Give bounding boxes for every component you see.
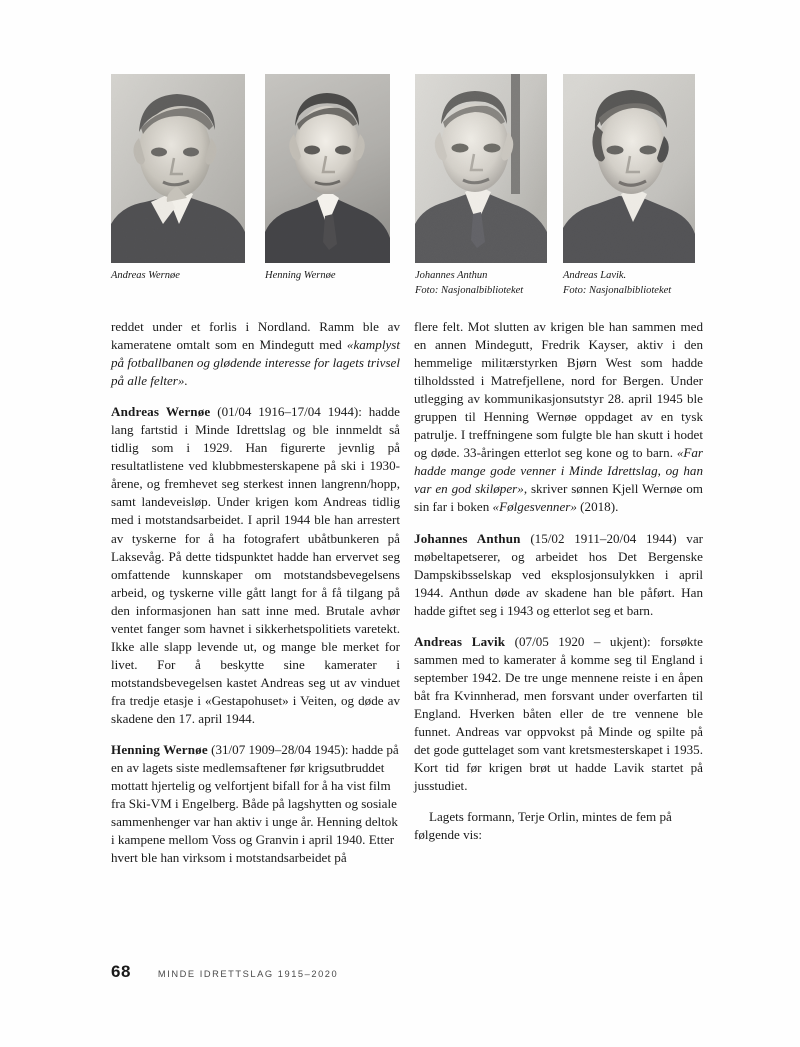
caption-credit: Foto: Nasjonalbiblioteket bbox=[415, 284, 524, 296]
page-number: 68 bbox=[111, 962, 131, 981]
caption-name: Johannes Anthun bbox=[415, 270, 488, 281]
paragraph-continuation bbox=[111, 318, 400, 390]
photo-caption-johannes-anthun bbox=[415, 269, 523, 298]
body-text: flere felt. Mot slutten av krigen ble han sammen med en annen Mindegutt, Fredrik Kayser, aktiv i den hemmelige militærstyrken Bjørn West som hadde tilholdssted i Matrefjellene, nord for Bergen. Under utlegging av kommunikasjonsutstyr 28. april 1945 ble gruppen til Henning Wernøe oppdaget av en tysk patrulje. I treffningene som fulgte ble han skutt i hodet og døde. 33-åringen etterlot seg kone og to barn. bbox=[414, 319, 703, 461]
quoted-text: «Far hadde mange gode venner i Minde Idrettslag, og han var en god skiløper» bbox=[414, 445, 703, 497]
photo-andreas-wernoe bbox=[111, 74, 245, 263]
body-column-left bbox=[111, 318, 400, 867]
photo-henning-wernoe bbox=[265, 74, 390, 263]
photo-caption-henning-wernoe bbox=[265, 269, 335, 284]
caption-name: Henning Wernøe bbox=[265, 270, 336, 281]
body-text: Lagets formann, Terje Orlin, mintes de fem på følgende vis: bbox=[414, 809, 672, 843]
paragraph-entry bbox=[414, 530, 703, 620]
body-text: (15/02 1911–20/04 1944) var møbeltapetserer, og arbeidet hos Det Bergenske Dampskibsselskap ved eksplosjonsulykken i april 1944. Anthun døde av skadene han ble påført. Han hadde giftet seg i 1943 og etterlot seg et barn. bbox=[414, 530, 704, 618]
photo-johannes-anthun bbox=[415, 74, 547, 263]
photo-caption-andreas-wernoe bbox=[111, 269, 180, 284]
body-text: (07/05 1920 – ukjent): forsøkte sammen med to kamerater å komme seg til England i september 1942. De tre unge mennene reiste i en åpen båt fra Kvinnherad, men forsvant under overfarten til England. Hverken båten eller de tre vennene ble funnet. Andreas var oppvokst på Minde og spilte på det gode guttelaget som vant kretsmesterskapet i 1935. Kort tid før krigen brøt ut hadde Lavik startet på jusstudiet. bbox=[414, 633, 703, 794]
running-head: MINDE IDRETTSLAG 1915–2020 bbox=[157, 969, 339, 979]
paragraph-continuation bbox=[414, 318, 703, 517]
person-name: Andreas Lavik bbox=[414, 633, 506, 649]
person-name: Johannes Anthun bbox=[414, 530, 521, 546]
quoted-text: «kamplyst på fotballbanen og glødende interesse for lagets trivsel på alle felter». bbox=[111, 337, 400, 389]
paragraph-entry bbox=[414, 633, 703, 795]
body-text: (31/07 1909–28/04 1945): hadde på en av lagets siste medlemsaftener før krigsutbruddet mottatt hjertelig og velfortjent bifall for å ha vist film fra Ski-VM i Engelberg. Både på lagshytten og sosiale sammenhenger var han aktiv i unge år. Henning deltok i kampene mellom Voss og Granvin i april 1940. Etter hvert ble han virksom i motstandsarbeidet på bbox=[111, 742, 399, 866]
paragraph-entry bbox=[111, 741, 400, 867]
person-name: Andreas Wernøe bbox=[111, 404, 211, 420]
body-text: , skriver sønnen Kjell Wernøe om sin far i boken bbox=[414, 481, 703, 515]
photo-caption-andreas-lavik bbox=[563, 269, 671, 298]
caption-name: Andreas Wernøe bbox=[111, 270, 180, 281]
photo-strip bbox=[111, 74, 695, 263]
photo-andreas-lavik bbox=[563, 74, 695, 263]
body-text: reddet under et forlis i Nordland. Ramm ble av kameratene omtalt som en Mindegutt med bbox=[111, 319, 400, 353]
person-name: Henning Wernøe bbox=[111, 742, 208, 758]
paragraph-entry bbox=[111, 403, 400, 728]
quoted-text: «Følgesvenner» bbox=[492, 499, 577, 515]
page-footer bbox=[111, 962, 338, 982]
caption-credit: Foto: Nasjonalbiblioteket bbox=[563, 284, 672, 296]
body-text: (2018). bbox=[576, 499, 619, 515]
paragraph-indented bbox=[414, 808, 703, 844]
body-column-right bbox=[414, 318, 703, 844]
caption-name: Andreas Lavik. bbox=[563, 270, 627, 281]
body-text: (01/04 1916–17/04 1944): hadde lang fartstid i Minde Idrettslag og ble innmeldt så tidlig som i 1929. Han figurerte jevnlig på resultatlistene ved klubbmesterskapene på ski i 1930-årene, og fremhevet seg sterkest innen langrenn/hopp, samt landeveisløp. Under krigen kom Andreas tidlig med i motstandsarbeidet. I april 1944 ble han arrestert av tyskerne for å ha fotografert ubåtbunkeren på Laksevåg. På dette tidspunktet hadde han ervervet seg omfattende kunnskaper om motstandsbevegelsens arbeid, og tyskerne ville gått langt for å få tilgang på den informasjonen han satt inne med. Brutale avhør ventet fanger som havnet i sikkerhetspolitiets varetekt. Ikke alle slapp levende ut, og mange ble merket for livet. For å beskytte sine kamerater i motstandsbevegelsen kastet Andreas seg ut av vinduet fra tredje etasje i «Gestapohuset» i Veiten, og døde av skadene den 17. april 1944. bbox=[111, 404, 400, 726]
